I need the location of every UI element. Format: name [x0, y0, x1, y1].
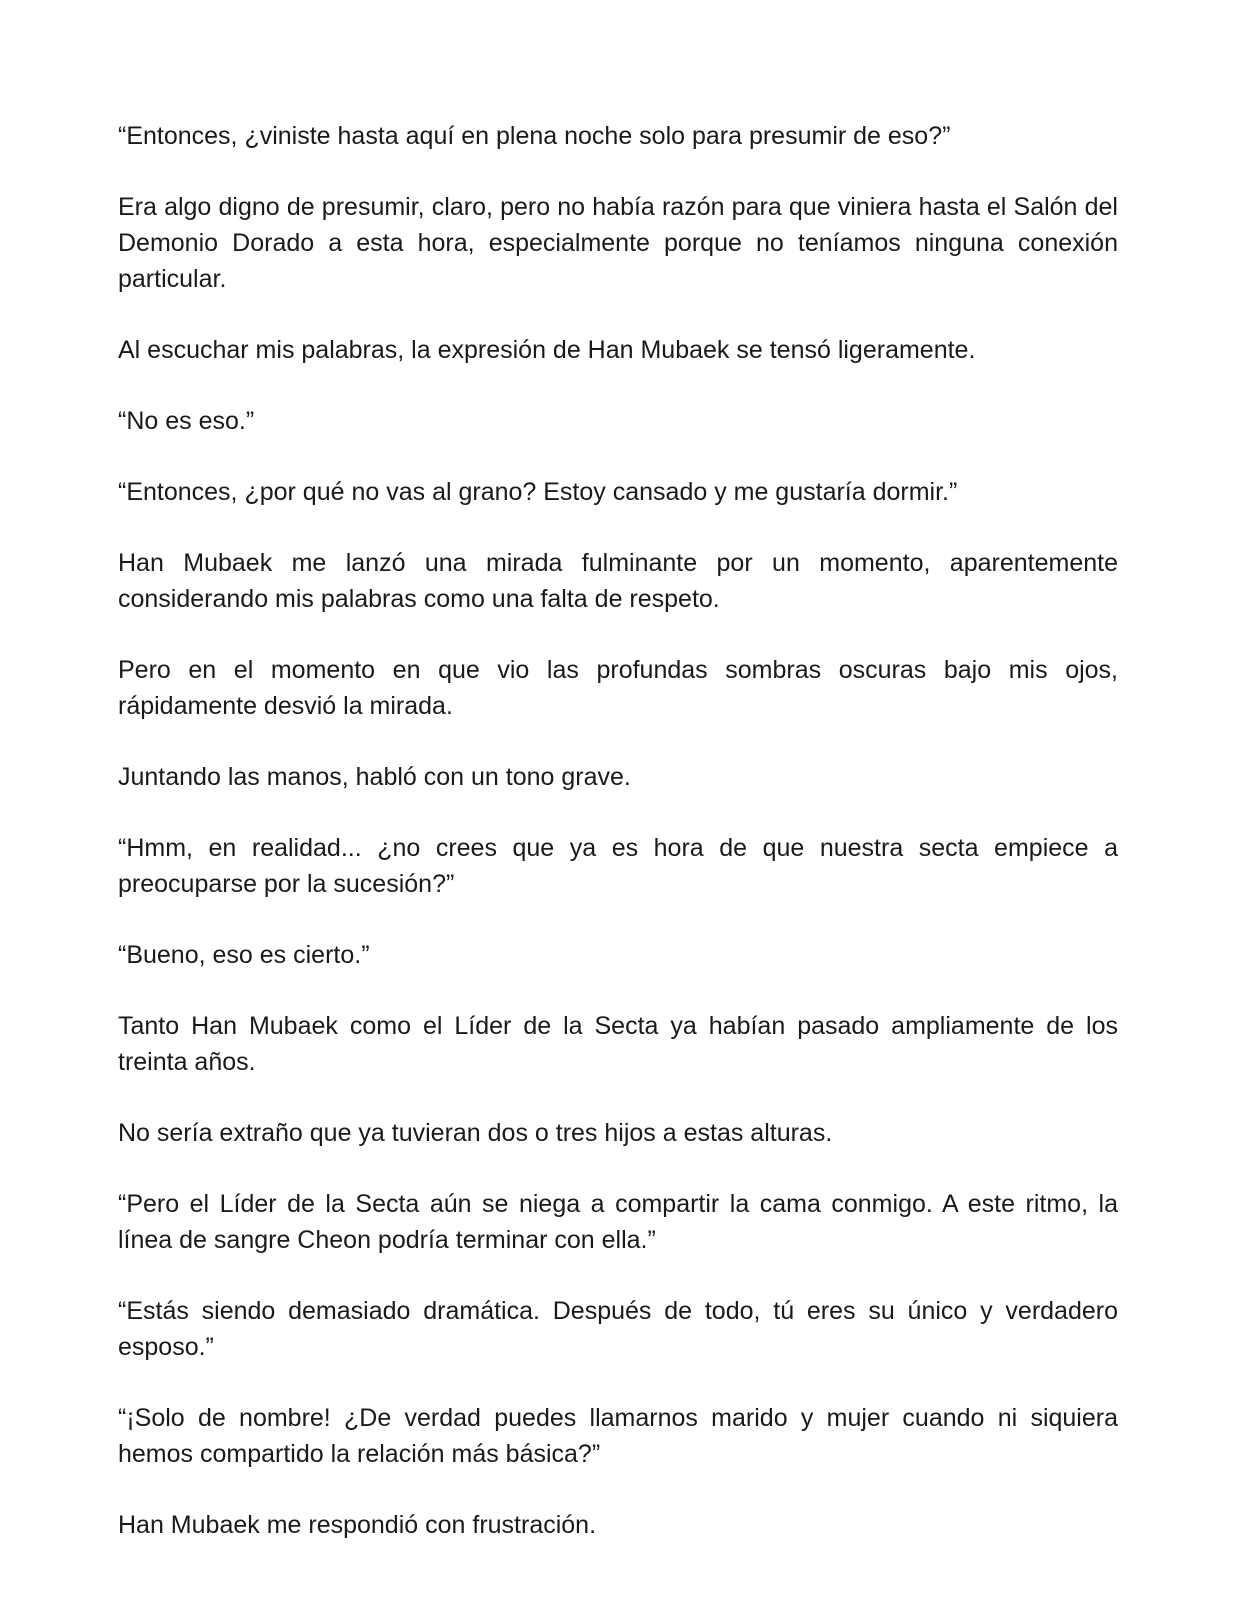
paragraph-8: Juntando las manos, habló con un tono grave.: [118, 763, 631, 791]
paragraph-11: Tanto Han Mubaek como el Líder de la Secta ya habían pasado ampliamente de los treinta años.: [118, 1012, 1118, 1076]
paragraph-13: “Pero el Líder de la Secta aún se niega a compartir la cama conmigo. A este ritmo, la línea de sangre Cheon podría terminar con ella.”: [118, 1190, 1118, 1254]
paragraph-12: No sería extraño que ya tuvieran dos o tres hijos a estas alturas.: [118, 1119, 833, 1147]
paragraph-6: Han Mubaek me lanzó una mirada fulminante por un momento, aparentemente considerando mis palabras como una falta de respeto.: [118, 549, 1118, 613]
document-body: [118, 118, 1118, 1578]
paragraph-3: Al escuchar mis palabras, la expresión de Han Mubaek se tensó ligeramente.: [118, 336, 976, 364]
paragraph-1: “Entonces, ¿viniste hasta aquí en plena noche solo para presumir de eso?”: [118, 122, 951, 150]
paragraph-16: Han Mubaek me respondió con frustración.: [118, 1511, 597, 1539]
paragraph-4: “No es eso.”: [118, 407, 255, 435]
paragraph-10: “Bueno, eso es cierto.”: [118, 941, 370, 969]
paragraph-15: “¡Solo de nombre! ¿De verdad puedes llamarnos marido y mujer cuando ni siquiera hemos compartido la relación más básica?”: [118, 1404, 1118, 1468]
paragraph-14: “Estás siendo demasiado dramática. Después de todo, tú eres su único y verdadero esposo.”: [118, 1297, 1118, 1361]
paragraph-2: Era algo digno de presumir, claro, pero no había razón para que viniera hasta el Salón del Demonio Dorado a esta hora, especialmente porque no teníamos ninguna conexión particular.: [118, 193, 1118, 293]
paragraph-9: “Hmm, en realidad... ¿no crees que ya es hora de que nuestra secta empiece a preocuparse por la sucesión?”: [118, 834, 1118, 898]
paragraph-5: “Entonces, ¿por qué no vas al grano? Estoy cansado y me gustaría dormir.”: [118, 478, 958, 506]
paragraph-7: Pero en el momento en que vio las profundas sombras oscuras bajo mis ojos, rápidamente desvió la mirada.: [118, 656, 1118, 720]
